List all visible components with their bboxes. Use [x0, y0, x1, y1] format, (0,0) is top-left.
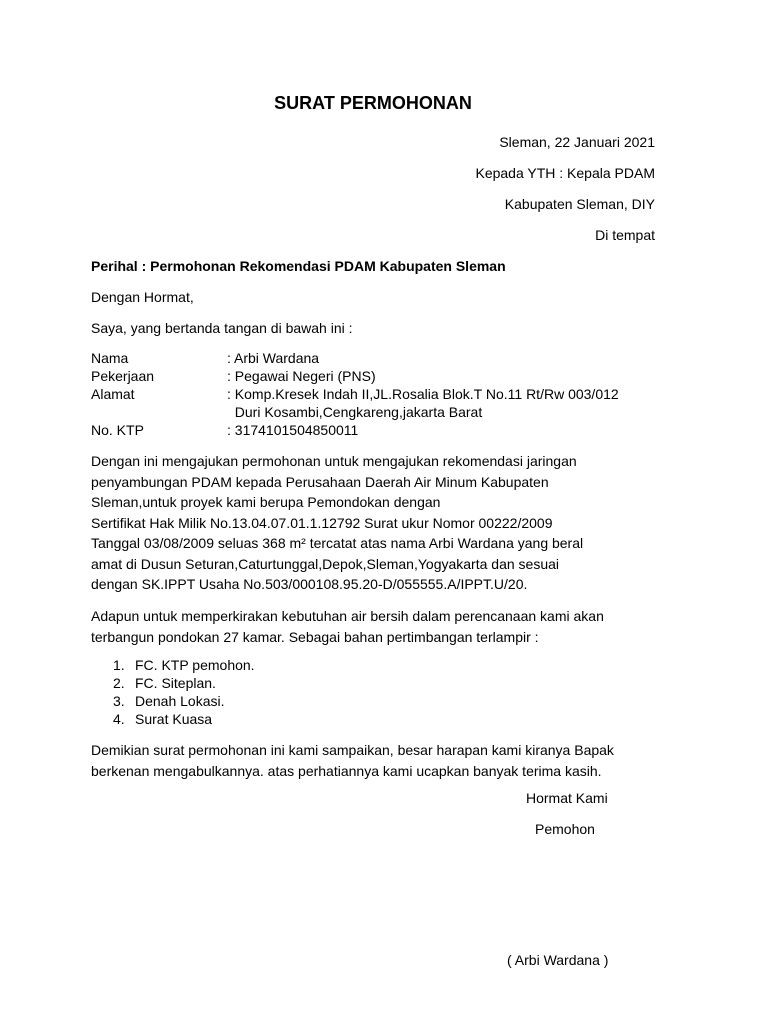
list-text: Surat Kuasa — [135, 711, 213, 727]
greeting: Dengan Hormat, — [91, 289, 194, 305]
paragraph-line: amat di Dusun Seturan,Caturtunggal,Depok,Sleman,Yogyakarta dan sesuai — [91, 555, 559, 572]
field-value: : Arbi Wardana — [227, 350, 320, 366]
list-number: 2. — [113, 675, 125, 691]
field-row — [91, 367, 691, 385]
letter-title: SURAT PERMOHONAN — [274, 93, 472, 113]
list-number: 1. — [113, 657, 125, 673]
recipient-address: Kabupaten Sleman, DIY — [504, 196, 655, 212]
field-label: Pekerjaan — [91, 368, 155, 384]
paragraph-line: Adapun untuk memperkirakan kebutuhan air bersih dalam perencanaan kami akan — [91, 608, 604, 624]
recipient: Kepada YTH : Kepala PDAM — [475, 165, 655, 181]
attachment-list — [113, 656, 255, 728]
place-date: Sleman, 22 Januari 2021 — [499, 134, 655, 150]
paragraph-line: berkenan mengabulkannya. atas perhatiannya kami ucapkan banyak terima kasih. — [91, 762, 602, 779]
list-text: FC. KTP pemohon. — [135, 657, 255, 673]
signature-regards: Hormat Kami — [526, 790, 608, 806]
field-row — [91, 349, 691, 367]
list-text: FC. Siteplan. — [135, 675, 216, 691]
field-row — [91, 403, 691, 421]
paragraph-line: Sertifikat Hak Milik No.13.04.07.01.1.12792 Surat ukur Nomor 00222/2009 — [91, 514, 553, 531]
list-number: 3. — [113, 693, 125, 709]
field-value: : Pegawai Negeri (PNS) — [227, 368, 376, 384]
paragraph-line: penyambungan PDAM kepada Perusahaan Daerah Air Minum Kabupaten — [91, 473, 549, 490]
body-paragraph-1 — [91, 451, 661, 595]
field-label: Alamat — [91, 386, 135, 402]
paragraph-line: terbangun pondokan 27 kamar. Sebagai bahan pertimbangan terlampir : — [91, 628, 539, 645]
field-label: Nama — [91, 350, 129, 366]
list-number: 4. — [113, 711, 125, 727]
field-value: : 3174101504850011 — [227, 422, 359, 438]
intro-text: Saya, yang bertanda tangan di bawah ini : — [91, 320, 353, 336]
recipient-location: Di tempat — [595, 227, 655, 243]
field-row — [91, 385, 691, 403]
paragraph-line: Sleman,untuk proyek kami berupa Pemondokan dengan — [91, 494, 441, 510]
signature-name: ( Arbi Wardana ) — [507, 952, 609, 968]
field-label — [91, 403, 227, 421]
field-value: Duri Kosambi,Cengkareng,jakarta Barat — [227, 404, 483, 420]
paragraph-line: dengan SK.IPPT Usaha No.503/000108.95.20-D/055555.A/IPPT.U/20. — [91, 576, 528, 592]
list-text: Denah Lokasi. — [135, 693, 225, 709]
field-row — [91, 421, 691, 439]
subject-line: Perihal : Permohonan Rekomendasi PDAM Kabupaten Sleman — [91, 258, 506, 274]
list-item — [113, 710, 255, 728]
field-label: No. KTP — [91, 422, 144, 438]
list-item — [113, 692, 255, 710]
signature-role: Pemohon — [535, 821, 595, 837]
field-value: : Komp.Kresek Indah II,JL.Rosalia Blok.T No.11 Rt/Rw 003/012 — [227, 386, 619, 402]
list-item — [113, 656, 255, 674]
paragraph-line: Dengan ini mengajukan permohonan untuk mengajukan rekomendasi jaringan — [91, 453, 577, 469]
body-paragraph-2 — [91, 606, 661, 647]
paragraph-line: Tanggal 03/08/2009 seluas 368 m² tercatat atas nama Arbi Wardana yang beral — [91, 535, 584, 551]
closing-paragraph — [91, 740, 661, 781]
paragraph-line: Demikian surat permohonan ini kami sampaikan, besar harapan kami kiranya Bapak — [91, 742, 614, 758]
applicant-fields — [91, 349, 691, 439]
list-item — [113, 674, 255, 692]
